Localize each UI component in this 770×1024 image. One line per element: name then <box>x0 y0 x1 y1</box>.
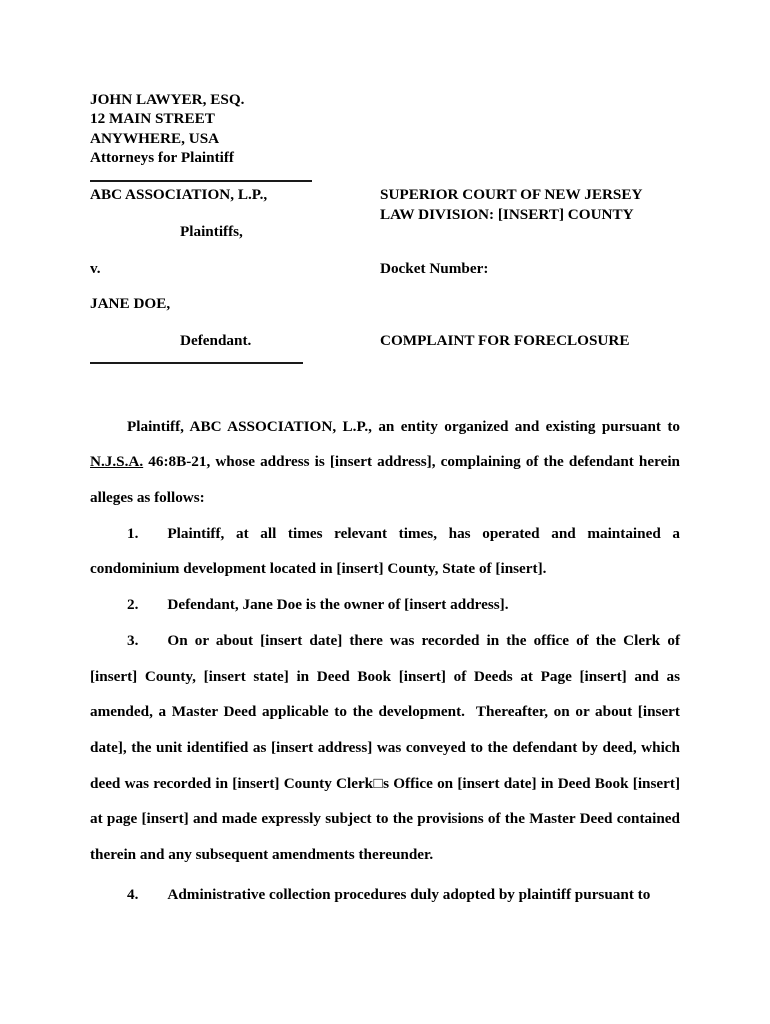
paragraph-text: Plaintiff, at all times relevant times, has operated and maintained a condominium development located in [insert] County, State of [insert]. <box>90 524 680 578</box>
caption-parties <box>90 185 380 364</box>
intro-text-before-citation: Plaintiff, ABC ASSOCIATION, L.P., an entity organized and existing pursuant to <box>127 417 680 435</box>
complaint-body <box>90 409 680 913</box>
defendant-role: Defendant. <box>180 331 252 349</box>
intro-text-after-citation: 46:8B-21, whose address is [insert address], complaining of the defendant herein alleges as follows: <box>90 453 680 507</box>
caption-divider-top <box>90 180 312 182</box>
allegation-paragraph-3 <box>90 623 680 873</box>
case-caption <box>90 185 680 364</box>
allegation-paragraph-4 <box>90 877 680 913</box>
attorney-role: Attorneys for Plaintiff <box>90 149 234 167</box>
paragraph-number: 3. <box>127 631 139 649</box>
court-name: SUPERIOR COURT OF NEW JERSEY <box>380 185 643 203</box>
plaintiff-name: ABC ASSOCIATION, L.P., <box>90 185 268 203</box>
plaintiff-role: Plaintiffs, <box>180 222 243 240</box>
paragraph-number: 1. <box>127 524 139 542</box>
attorney-city: ANYWHERE, USA <box>90 129 220 147</box>
paragraph-text: On or about [insert date] there was recorded in the office of the Clerk of [insert] County, [insert state] in Deed Book [insert] of Deeds at Page [insert] and as amended, a Master Deed applicable to the development. Thereafter, on or about [insert date], the unit identified as [insert address] was conveyed to the defendant by deed, which deed was recorded in [insert] County Clerk□s Office on [insert date] in Deed Book [insert] at page [insert] and made expressly subject to the provisions of the Master Deed contained therein and any subsequent amendments thereunder. <box>90 631 680 864</box>
paragraph-number: 2. <box>127 596 139 614</box>
attorney-name: JOHN LAWYER, ESQ. <box>90 91 245 108</box>
caption-court-info <box>380 185 680 364</box>
allegation-paragraph-1 <box>90 516 680 587</box>
paragraph-text: Defendant, Jane Doe is the owner of [insert address]. <box>167 596 509 614</box>
allegation-paragraph-2 <box>90 587 680 623</box>
court-division: LAW DIVISION: [INSERT] COUNTY <box>380 205 634 223</box>
intro-paragraph <box>90 409 680 516</box>
statute-citation: N.J.S.A. <box>90 453 144 471</box>
defendant-name: JANE DOE, <box>90 294 171 312</box>
paragraph-text: Administrative collection procedures duly adopted by plaintiff pursuant to <box>167 885 651 903</box>
document-title: COMPLAINT FOR FORECLOSURE <box>380 331 630 349</box>
attorney-street: 12 MAIN STREET <box>90 110 215 128</box>
attorney-block <box>90 90 680 168</box>
versus-label: v. <box>90 259 101 277</box>
docket-number-label: Docket Number: <box>380 259 489 277</box>
caption-divider-bottom <box>90 362 303 364</box>
paragraph-number: 4. <box>127 885 139 903</box>
